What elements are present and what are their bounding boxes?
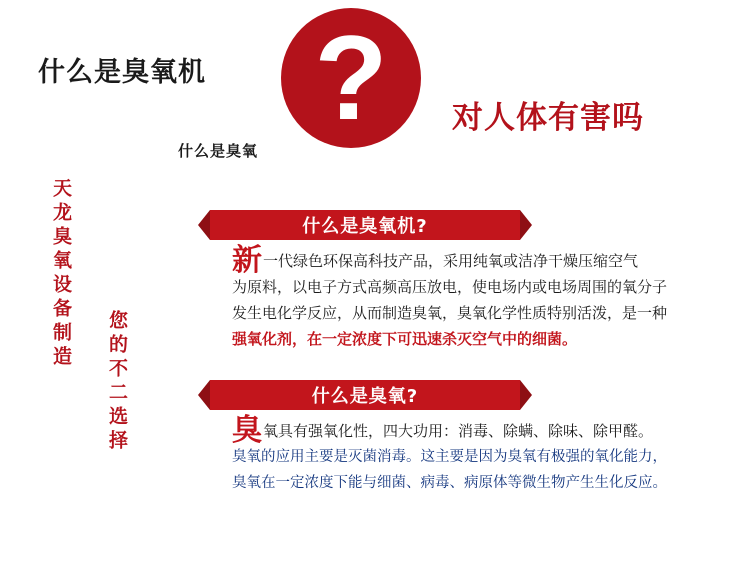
section-body-ozone-machine [232, 243, 702, 352]
section-banner-ozone-machine [210, 210, 520, 240]
slogan-vertical-text: 您的不二选择 [106, 310, 128, 454]
body-line-3: 发生电化学反应，从而制造臭氧，臭氧化学性质特别活泼，是一种 [232, 304, 668, 322]
lead-rest: 氧具有强氧化性，四大功用：消毒、除螨、除味、除甲醛。 [263, 422, 654, 440]
body-line-4-highlight: 强氧化剂，在一定浓度下可迅速杀灭空气中的细菌。 [232, 330, 578, 348]
brand-vertical-text: 天龙臭氧设备制造 [50, 178, 72, 370]
banner-label: 什么是臭氧机? [302, 216, 428, 237]
note-line-1: 臭氧的应用主要是灭菌消毒。这主要是因为臭氧有极强的氧化能力， [232, 449, 667, 465]
note-line-2: 臭氧在一定浓度下能与细菌、病毒、病原体等微生物产生生化反应。 [232, 475, 667, 491]
banner-label: 什么是臭氧? [311, 386, 419, 407]
lead-rest: 一代绿色环保高科技产品，采用纯氧或洁净干燥压缩空气 [263, 252, 639, 270]
headline-left: 什么是臭氧机 [38, 57, 206, 88]
headline-right: 对人体有害吗 [452, 100, 644, 136]
lead-char: 新 [232, 243, 262, 278]
body-line-2: 为原料，以电子方式高频高压放电，使电场内或电场周围的氧分子 [232, 278, 668, 296]
sub-caption: 什么是臭氧 [178, 142, 259, 160]
lead-char: 臭 [232, 413, 262, 448]
lead-line [232, 413, 702, 448]
section-body-ozone [232, 413, 702, 496]
question-mark-icon: ? [281, 8, 421, 148]
section-banner-ozone [210, 380, 520, 410]
lead-line [232, 243, 702, 278]
